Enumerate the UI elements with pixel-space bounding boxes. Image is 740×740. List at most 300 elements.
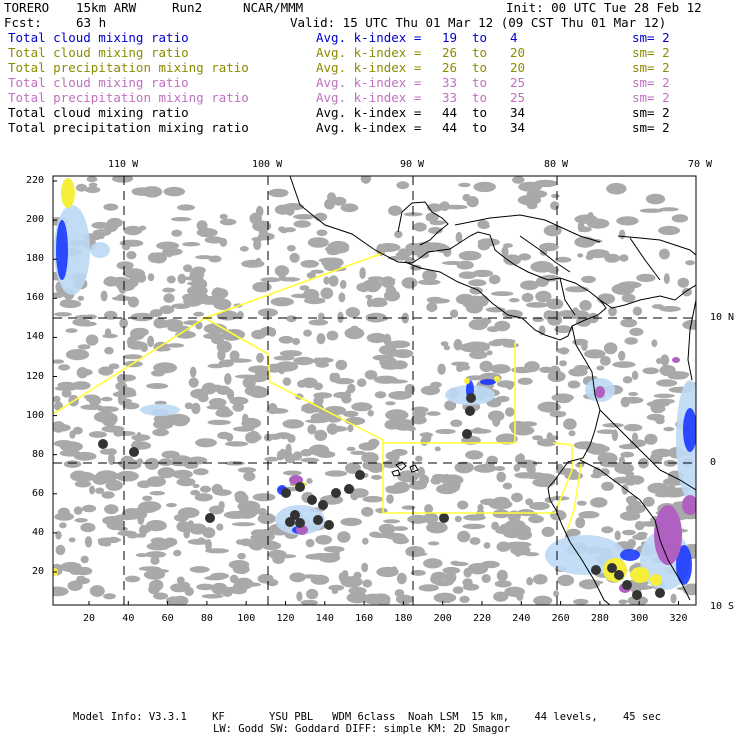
cloud-blob — [473, 182, 496, 192]
cloud-blob — [518, 253, 531, 260]
lat-label-10s: 10 S — [710, 601, 735, 612]
cloud-blob — [437, 364, 445, 375]
cloud-blob — [107, 218, 123, 228]
cloud-blob — [385, 409, 408, 420]
cloud-blob — [478, 238, 500, 246]
cloud-blob — [82, 505, 96, 512]
cloud-blob — [413, 222, 427, 231]
field-avg-label: Avg. k-index = — [316, 120, 422, 135]
cloud-blob — [362, 538, 369, 545]
field-sm: sm= 2 — [632, 90, 670, 105]
footer-model-info: Model Info: V3.3.1 KF YSU PBL WDM 6class Noah LSM 15 km, 44 levels, 45 sec — [73, 711, 661, 723]
cloud-blob — [659, 406, 666, 411]
cloud-blob — [72, 318, 90, 326]
cloud-blob — [64, 460, 82, 468]
cloud-blob — [397, 470, 419, 482]
cloud-blob — [590, 497, 607, 507]
cloud-blob — [104, 413, 117, 425]
cloud-blob — [435, 429, 455, 434]
cloud-blob — [103, 593, 116, 599]
cloud-blob — [601, 482, 614, 491]
cloud-blob — [386, 452, 397, 460]
cloud-blob — [618, 351, 625, 361]
cloud-blob — [258, 508, 267, 516]
cloud-blob — [89, 486, 95, 495]
cloud-blob — [469, 351, 487, 359]
cloud-blob — [182, 242, 200, 246]
x-grid-label: 280 — [590, 613, 609, 624]
cloud-blob — [457, 531, 470, 543]
x-grid-label: 40 — [122, 613, 135, 624]
center-label: NCAR/MMM — [243, 0, 304, 15]
cloud-blob — [74, 452, 97, 461]
cloud-blob — [361, 174, 371, 184]
cloud-blob — [463, 514, 486, 520]
cloud-blob — [396, 181, 409, 189]
cloud-blob — [453, 586, 464, 593]
precip-core — [462, 429, 472, 439]
cloud-blob — [587, 249, 610, 258]
cloud-blob — [496, 396, 510, 402]
cloud-blob — [338, 292, 345, 302]
cloud-blob — [216, 524, 223, 531]
cloud-blob — [289, 572, 306, 582]
cloud-blob — [437, 576, 443, 587]
cloud-blob — [361, 507, 373, 517]
cloud-blob — [480, 361, 493, 372]
precip-core — [307, 495, 317, 505]
cloud-blob — [233, 583, 249, 592]
cloud-blob — [601, 526, 613, 533]
cloud-blob — [78, 344, 91, 349]
field-to: to — [472, 120, 488, 135]
cloud-blob — [123, 402, 140, 409]
cloud-blob — [58, 508, 70, 518]
y-grid-label: 180 — [26, 253, 45, 265]
cloud-blob — [422, 432, 431, 444]
cloud-blob — [374, 376, 398, 384]
cloud-blob — [532, 435, 543, 440]
cloud-blob — [147, 476, 166, 487]
x-grid-label: 260 — [551, 613, 570, 624]
cloud-blob — [264, 457, 279, 462]
cloud-blob — [130, 313, 154, 322]
cloud-blob — [148, 253, 160, 263]
cloud-blob — [462, 578, 472, 586]
cloud-blob — [271, 297, 294, 306]
cloud-blob — [612, 361, 635, 368]
cloud-blob — [147, 336, 154, 347]
cloud-blob — [336, 360, 348, 370]
x-grid-label: 100 — [237, 613, 256, 624]
cloud-blob — [442, 474, 451, 482]
cloud-blob — [225, 441, 248, 446]
cloud-blob — [290, 253, 300, 263]
cloud-blob — [419, 475, 429, 486]
cloud-blob — [139, 525, 148, 535]
cloud-blob — [620, 319, 637, 328]
cloud-blob — [86, 335, 99, 346]
cloud-blob — [577, 501, 587, 506]
cloud-blob — [486, 307, 506, 312]
y-grid-label: 140 — [26, 331, 45, 343]
cloud-blob — [190, 367, 197, 378]
field-avg-label: Avg. k-index = — [316, 30, 422, 45]
cloud-blob — [379, 357, 397, 368]
cloud-blob — [126, 251, 136, 259]
x-grid-label: 160 — [355, 613, 374, 624]
cloud-blob — [166, 503, 177, 507]
cloud-blob — [640, 209, 664, 213]
x-grid-label: 220 — [473, 613, 492, 624]
precip-core — [344, 484, 354, 494]
cloud-blob — [251, 529, 266, 537]
precip-core — [205, 513, 215, 523]
field-k-end: 34 — [510, 105, 526, 120]
cloud-blob — [317, 333, 326, 344]
cloud-blob — [497, 380, 516, 387]
cloud-blob — [296, 591, 302, 601]
precip-core — [465, 406, 475, 416]
cloud-blob — [204, 576, 225, 581]
cloud-blob — [102, 334, 118, 338]
cloud-blob — [325, 470, 347, 476]
field-to: to — [472, 45, 488, 60]
cloud-blob — [220, 219, 237, 226]
cloud-blob — [266, 408, 288, 414]
field-k-start: 33 — [442, 75, 458, 90]
cloud-blob — [187, 300, 197, 305]
cloud-blob — [152, 429, 169, 437]
cloud-blob — [237, 553, 246, 560]
cloud-blob — [369, 532, 381, 538]
field-avg-label: Avg. k-index = — [316, 105, 422, 120]
cloud-blob — [95, 470, 118, 482]
cloud-blob — [496, 472, 506, 483]
cloud-blob — [167, 343, 184, 347]
precip-core — [622, 580, 632, 590]
cloud-blob — [550, 201, 559, 210]
x-grid-label: 20 — [83, 613, 96, 624]
cloud-blob — [451, 562, 468, 566]
cloud-blob — [224, 373, 231, 385]
field-name: Total precipitation mixing ratio — [8, 60, 249, 75]
cloud-blob — [672, 214, 688, 222]
cloud-blob — [459, 596, 469, 603]
field-avg-label: Avg. k-index = — [316, 90, 422, 105]
cloud-blob — [351, 402, 372, 411]
lon-label-90w: 90 W — [400, 159, 425, 170]
cloud-blob — [316, 362, 329, 368]
cloud-blob — [303, 330, 312, 337]
y-grid-label: 100 — [26, 409, 45, 421]
cloud-blob — [161, 347, 171, 351]
cloud-blob — [340, 518, 362, 526]
precip-core — [98, 439, 108, 449]
cloud-blob — [347, 425, 353, 433]
cloud-blob — [526, 577, 533, 585]
cloud-blob — [101, 397, 113, 402]
cloud-blob — [142, 496, 152, 501]
cloud-blob — [58, 364, 70, 370]
cloud-blob — [568, 381, 581, 389]
cloud-blob — [268, 189, 288, 198]
cloud-blob — [497, 542, 511, 552]
cloud-blob — [313, 383, 323, 391]
cloud-blob — [232, 522, 255, 526]
cloud-blob — [104, 347, 114, 355]
cloud-blob — [426, 302, 437, 312]
cloud-blob — [303, 289, 319, 301]
cloud-blob — [98, 366, 113, 375]
y-grid-label: 160 — [26, 292, 45, 304]
field-k-start: 26 — [442, 45, 458, 60]
cloud-blob — [146, 383, 168, 389]
cloud-blob — [615, 531, 621, 541]
cloud-blob — [255, 258, 261, 264]
y-grid-label: 200 — [26, 214, 45, 226]
cloud-blob — [266, 533, 275, 540]
precip-core — [439, 513, 449, 523]
field-avg-label: Avg. k-index = — [316, 45, 422, 60]
cloud-blob — [261, 277, 281, 282]
cloud-blob — [346, 307, 360, 318]
cloud-blob — [278, 554, 297, 558]
field-sm: sm= 2 — [632, 105, 670, 120]
cloud-blob — [678, 278, 689, 288]
cloud-blob — [116, 471, 139, 482]
cloud-blob — [345, 327, 365, 339]
cloud-blob — [102, 491, 115, 498]
cloud-blob — [337, 531, 350, 543]
cloud-blob — [579, 226, 592, 232]
precip-core — [324, 520, 334, 530]
cloud-blob — [368, 276, 384, 281]
cloud-blob — [324, 406, 346, 415]
cloud-blob — [505, 407, 515, 416]
cloud-blob — [200, 486, 211, 493]
cloud-blob — [205, 548, 229, 553]
cloud-blob — [509, 298, 520, 302]
cloud-blob — [574, 237, 595, 248]
cloud-blob — [415, 456, 422, 462]
cloud-blob — [633, 307, 642, 316]
precip-core — [591, 565, 601, 575]
cloud-blob — [651, 339, 657, 347]
cloud-blob — [236, 539, 245, 545]
field-k-start: 44 — [442, 105, 458, 120]
cloud-blob — [317, 230, 328, 237]
field-k-start: 26 — [442, 60, 458, 75]
cloud-blob — [579, 300, 591, 311]
cloud-blob — [480, 499, 498, 506]
cloud-blob — [383, 519, 400, 523]
cloud-blob — [458, 183, 470, 187]
cloud-blob — [627, 539, 636, 548]
cloud-blob — [217, 349, 225, 360]
cloud-blob — [515, 530, 532, 540]
cloud-blob — [107, 537, 119, 543]
cloud-blob — [163, 293, 174, 303]
cloud-blob — [78, 369, 92, 376]
cloud-blob — [574, 441, 597, 449]
cloud-blob — [245, 432, 259, 444]
cloud-blob — [444, 345, 450, 350]
cloud-blob — [197, 280, 206, 290]
cloud-blob — [122, 243, 130, 250]
field-sm: sm= 2 — [632, 30, 670, 45]
cloud-blob — [80, 404, 103, 410]
cloud-blob — [624, 474, 637, 485]
cloud-blob — [423, 558, 442, 568]
run-label: Run2 — [172, 0, 203, 15]
cloud-blob — [252, 282, 271, 293]
cloud-blob — [275, 205, 292, 215]
cloud-blob — [230, 575, 239, 584]
cloud-blob — [340, 280, 347, 289]
cloud-blob — [74, 506, 83, 514]
cloud-blob — [503, 343, 519, 348]
cloud-blob — [622, 530, 636, 536]
precip-core — [607, 563, 617, 573]
cloud-blob — [172, 470, 193, 479]
cloud-blob — [407, 426, 416, 431]
lat-label-0: 0 — [710, 457, 717, 468]
cloud-blob — [149, 543, 173, 549]
cloud-blob — [103, 204, 118, 211]
precip-core — [313, 515, 323, 525]
cloud-blob — [509, 421, 527, 432]
cloud-blob — [469, 319, 488, 330]
cloud-blob — [52, 421, 66, 433]
cloud-blob — [388, 206, 402, 216]
cloud-blob — [581, 580, 604, 584]
cloud-blob — [488, 341, 503, 347]
cloud-blob — [465, 450, 483, 459]
cloud-blob — [159, 305, 174, 314]
cloud-blob — [418, 279, 441, 285]
x-grid-label: 120 — [276, 613, 295, 624]
cloud-blob — [162, 288, 175, 293]
cloud-blob — [624, 337, 638, 344]
cloud-blob — [75, 518, 88, 523]
y-grid-label: 220 — [26, 175, 45, 186]
cloud-blob — [171, 217, 191, 221]
cloud-blob — [137, 273, 147, 283]
cloud-blob — [469, 429, 491, 434]
cloud-blob — [75, 578, 90, 585]
cloud-blob — [127, 534, 138, 538]
field-name: Total precipitation mixing ratio — [8, 120, 249, 135]
cloud-blob — [159, 458, 173, 466]
forecast-label: Fcst: — [4, 15, 42, 30]
cloud-blob — [346, 389, 354, 393]
cloud-blob — [659, 365, 675, 376]
cloud-blob — [189, 378, 199, 388]
cloud-blob — [318, 313, 325, 321]
cloud-blob — [248, 387, 269, 398]
precip-core — [285, 517, 295, 527]
cloud-blob — [132, 190, 154, 196]
cloud-blob — [628, 392, 638, 396]
precip-core — [281, 488, 291, 498]
lon-label-110w: 110 W — [108, 159, 139, 170]
cloud-blob — [282, 419, 304, 428]
lon-label-100w: 100 W — [252, 159, 283, 170]
footer-physics-info: LW: Godd SW: Goddard DIFF: simple KM: 2D Smagor — [213, 723, 511, 735]
cloud-blob — [600, 468, 610, 476]
cloud-blob — [371, 475, 382, 480]
cloud-blob — [622, 484, 629, 495]
cloud-blob — [102, 426, 125, 433]
cloud-blob — [623, 376, 633, 383]
cloud-blob — [372, 298, 387, 305]
x-grid-label: 320 — [669, 613, 688, 624]
cloud-blob — [56, 545, 66, 555]
cloud-blob — [616, 216, 638, 225]
cloud-blob — [526, 302, 548, 308]
cloud-blob — [539, 367, 553, 373]
cloud-blob — [397, 573, 407, 585]
cloud-blob — [647, 483, 669, 494]
cloud-blob — [145, 458, 160, 470]
cloud-blob — [232, 403, 244, 412]
cloud-blob — [128, 475, 136, 482]
cloud-blob — [464, 568, 472, 578]
field-sm: sm= 2 — [632, 120, 670, 135]
field-k-start: 44 — [442, 120, 458, 135]
cloud-blob — [253, 239, 261, 250]
cloud-blob — [547, 432, 554, 442]
cloud-blob — [637, 532, 648, 537]
cloud-blob — [656, 379, 677, 386]
cloud-blob — [150, 491, 165, 495]
cloud-blob — [78, 296, 85, 301]
cloud-blob — [196, 526, 204, 533]
cloud-blob — [256, 353, 264, 363]
cloud-blob — [89, 431, 107, 438]
grid-spacing: 15km ARW — [76, 0, 137, 15]
cloud-blob — [280, 229, 288, 234]
y-grid-label: 40 — [32, 526, 45, 538]
cloud-blob — [552, 393, 574, 401]
cloud-blob — [60, 562, 81, 572]
cloud-blob — [345, 417, 365, 425]
cloud-blob — [450, 420, 462, 427]
lon-label-80w: 80 W — [544, 159, 569, 170]
cloud-blob — [450, 309, 458, 318]
cloud-blob — [427, 297, 444, 303]
cloud-blob — [682, 320, 703, 330]
cloud-blob — [385, 486, 399, 492]
cloud-blob — [426, 522, 448, 534]
cloud-blob — [117, 261, 134, 270]
cloud-blob — [512, 176, 525, 184]
cloud-blob — [526, 463, 534, 473]
cloud-blob — [207, 420, 231, 425]
cloud-blob — [76, 472, 95, 482]
cloud-blob — [320, 288, 333, 300]
cloud-blob — [156, 321, 174, 328]
field-name: Total cloud mixing ratio — [8, 75, 189, 90]
cloud-blob — [443, 567, 461, 574]
cloud-blob — [504, 587, 525, 597]
cloud-blob — [347, 447, 356, 451]
cloud-blob — [463, 303, 480, 307]
cloud-blob — [621, 397, 630, 408]
cloud-blob — [115, 382, 127, 391]
cloud-blob — [575, 215, 598, 224]
